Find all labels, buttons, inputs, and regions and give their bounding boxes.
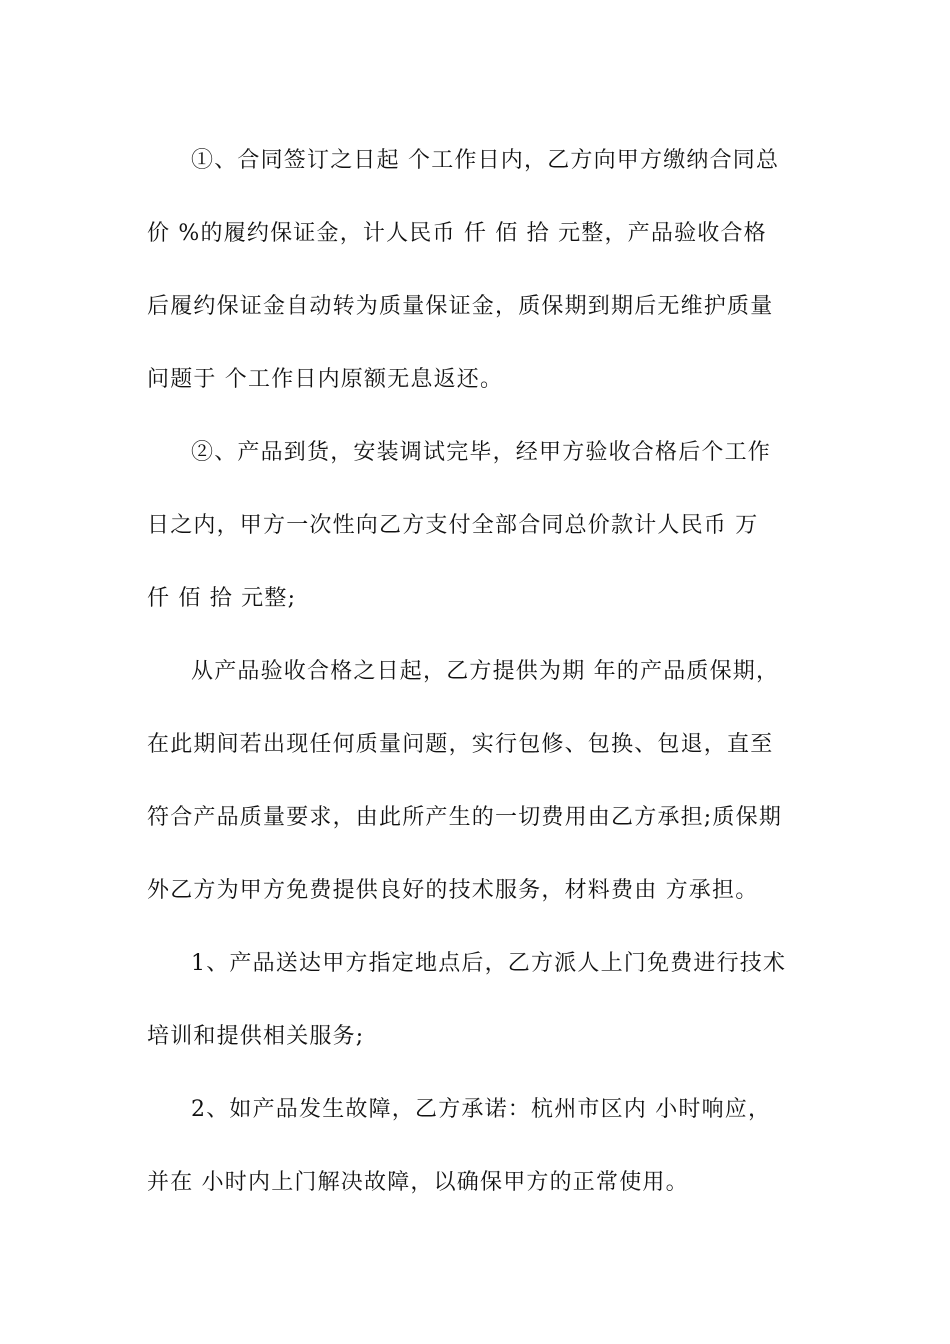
text-line: 仟 佰 拾 元整; (147, 586, 297, 611)
paragraph-payment (147, 416, 807, 635)
text-line: 从产品验收合格之日起，乙方提供为期 年的产品质保期， (191, 659, 780, 684)
text-line: 日之内，甲方一次性向乙方支付全部合同总价款计人民币 万 (147, 513, 759, 538)
paragraph-training (147, 927, 807, 1073)
paragraph-warranty (147, 635, 807, 927)
text-line: 符合产品质量要求，由此所产生的一切费用由乙方承担;质保期 (147, 805, 783, 830)
paragraph-performance-bond (147, 124, 807, 416)
text-line: ①、合同签订之日起 个工作日内，乙方向甲方缴纳合同总 (191, 148, 780, 173)
paragraph-service-response (147, 1073, 807, 1219)
text-line: 2、如产品发生故障，乙方承诺：杭州市区内 小时响应， (191, 1097, 772, 1122)
text-line: 后履约保证金自动转为质量保证金，质保期到期后无维护质量 (147, 294, 774, 319)
text-line: 并在 小时内上门解决故障，以确保甲方的正常使用。 (147, 1170, 689, 1195)
text-line: 培训和提供相关服务; (147, 1024, 365, 1049)
text-line: 问题于 个工作日内原额无息返还。 (147, 367, 504, 392)
text-line: 价 %的履约保证金，计人民币 仟 佰 拾 元整，产品验收合格 (147, 221, 767, 246)
text-line: 外乙方为甲方免费提供良好的技术服务，材料费由 方承担。 (147, 878, 759, 903)
document-body (147, 124, 807, 1219)
text-line: 1、产品送达甲方指定地点后，乙方派人上门免费进行技术 (191, 951, 787, 976)
text-line: 在此期间若出现任何质量问题，实行包修、包换、包退，直至 (147, 732, 774, 757)
text-line: ②、产品到货，安装调试完毕，经甲方验收合格后个工作 (191, 440, 772, 465)
